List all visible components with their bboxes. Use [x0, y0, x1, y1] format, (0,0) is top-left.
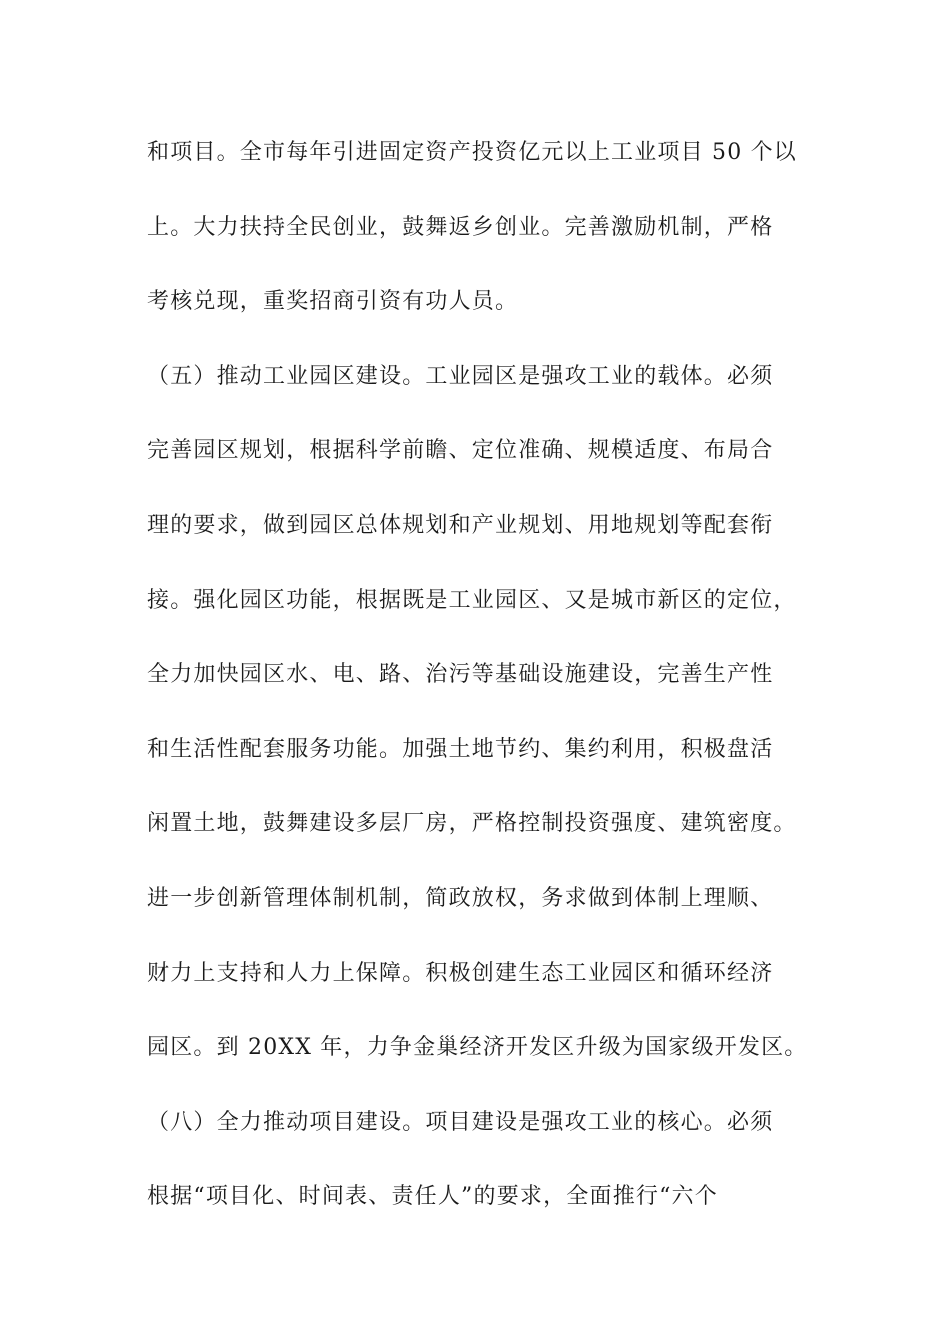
text-line: 上。大力扶持全民创业，鼓舞返乡创业。完善激励机制，严格 — [147, 214, 774, 240]
text-line: 考核兑现，重奖招商引资有功人员。 — [147, 289, 519, 315]
text-line: 理的要求，做到园区总体规划和产业规划、用地规划等配套衔 — [147, 512, 774, 538]
text-line: 全力加快园区水、电、路、治污等基础设施建设，完善生产性 — [147, 662, 774, 688]
text-line: 完善园区规划，根据科学前瞻、定位准确、规模适度、布局合 — [147, 438, 774, 464]
text-line: 根据“项目化、时间表、责任人”的要求，全面推行“六个 — [147, 1184, 718, 1210]
text-line: 和项目。全市每年引进固定资产投资亿元以上工业项目 50 个以 — [147, 140, 797, 165]
section-heading-line: （八）全力推动项目建设。项目建设是强攻工业的核心。必须 — [147, 1109, 774, 1135]
body-text — [147, 133, 837, 1252]
section-heading-line: （五）推动工业园区建设。工业园区是强攻工业的载体。必须 — [147, 363, 774, 389]
text-line: 财力上支持和人力上保障。积极创建生态工业园区和循环经济 — [147, 960, 774, 986]
text-line: 园区。到 20XX 年，力争金巢经济开发区升级为国家级开发区。 — [147, 1035, 808, 1061]
text-line: 闲置土地，鼓舞建设多层厂房，严格控制投资强度、建筑密度。 — [147, 811, 797, 837]
text-line: 进一步创新管理体制机制，简政放权，务求做到体制上理顺、 — [147, 885, 774, 911]
text-line: 接。强化园区功能，根据既是工业园区、又是城市新区的定位， — [147, 587, 797, 613]
text-line: 和生活性配套服务功能。加强土地节约、集约利用，积极盘活 — [147, 736, 774, 762]
